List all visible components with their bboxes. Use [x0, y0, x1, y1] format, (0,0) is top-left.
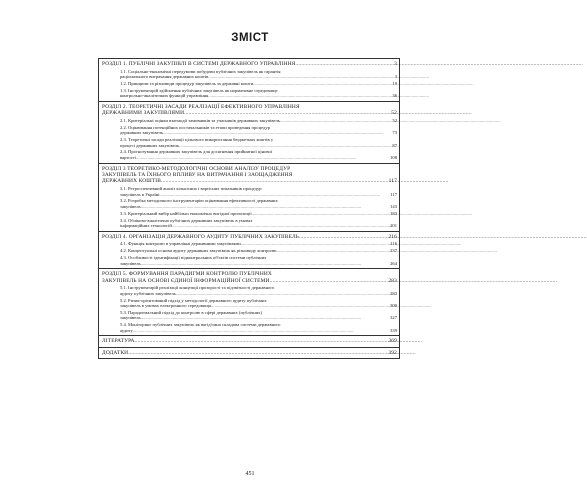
subsection-item: [120, 69, 397, 80]
page-ref: 327: [390, 315, 397, 321]
dot-leader: [299, 234, 387, 240]
subsection-line: [120, 155, 397, 161]
subsection-list: [102, 69, 397, 99]
subsection-line: [120, 291, 397, 297]
table-of-contents: [98, 58, 400, 359]
section-heading-text: РОЗДІЛ 1. ПУБЛІЧНІ ЗАКУПІВЛІ В СИСТЕМІ ДЕРЖАВНОГО УПРАВЛІННЯ: [102, 61, 296, 67]
subsection-line: [120, 223, 397, 229]
dot-leader: [136, 155, 389, 161]
subsection-item: [120, 88, 397, 99]
section-heading-text: РОЗДІЛ 5. ФОРМУВАННЯ ПАРАДИГМИ КОНТРОЛЮ ПУБЛІЧНИХ: [102, 271, 272, 278]
subsection-text: 5.1. Інструментарій реалізації концепції прозорості та підзвітності державного: [120, 285, 275, 291]
subsection-text: 2.2. Оцінювання потенційних постачальників та етапи проведення процедур: [120, 124, 270, 130]
subsection-text: 1.2. Принципи та різновиди процедур закупівель за державні кошти: [120, 80, 254, 86]
subsection-line: [120, 315, 397, 321]
toc-section: [99, 269, 399, 336]
toc-section: [99, 164, 399, 232]
section-heading-text: РОЗДІЛ 3 ТЕОРЕТИКО-МЕТОДОЛОГІЧНІ ОСНОВИ АНАЛІЗУ ПРОЦЕДУР: [102, 165, 291, 172]
subsection-list: [102, 118, 397, 161]
subsection-line: [120, 93, 397, 99]
dot-leader: [163, 130, 391, 136]
dot-leader: [276, 248, 389, 254]
subsection-text: закупівель: [120, 260, 141, 266]
subsection-text: 5.4. Моніторинг публічних закупівель як вагід'ємна складова системи державного: [120, 322, 281, 328]
dot-leader: [141, 315, 389, 321]
subsection-text: 2.4. Прогнозування державних закупівель для досягнення прийнятної цінової: [120, 149, 273, 155]
toc-section: [99, 232, 399, 269]
subsection-text: аудиту публічних закупівель: [120, 290, 176, 296]
subsection-text: раціонального витрачання державних коштів: [120, 74, 209, 80]
page-ref: 201: [390, 223, 397, 229]
subsection-item: [120, 118, 397, 124]
dot-leader: [135, 338, 388, 344]
dot-leader: [253, 81, 391, 87]
subsection-item: [120, 81, 397, 87]
dot-leader: [128, 350, 387, 356]
section-heading-text: ЗАКУПІВЕЛЬ НА ОСНОВІ ЄДИНОЇ ІНФОРМАЦІЙНОЇ СИСТЕМИ: [102, 277, 270, 284]
dot-leader: [176, 291, 389, 297]
dot-leader: [172, 223, 389, 229]
section-heading-line: [102, 61, 397, 67]
subsection-item: [120, 186, 397, 197]
subsection-item: [120, 310, 397, 321]
subsection-text: інформаційних технологій: [120, 223, 172, 229]
subsection-line: [120, 328, 397, 334]
page-ref: 108: [390, 155, 397, 161]
page-ref: 73: [392, 130, 397, 136]
subsection-list: [102, 241, 397, 266]
subsection-text: закупівель в умовах електронного середовища: [120, 303, 211, 309]
subsection-list: [102, 285, 397, 333]
subsection-text: 3.4. Обліково-аналітична публічних державних закупівель в умовах: [120, 217, 253, 223]
page-ref: 36: [392, 93, 397, 99]
dot-leader: [280, 118, 391, 124]
section-heading-line: [102, 338, 397, 344]
dot-leader: [179, 143, 391, 149]
subsection-line: [120, 74, 397, 80]
subsection-item: [120, 125, 397, 136]
page-ref: 283: [390, 290, 397, 296]
page-ref: 117: [390, 191, 397, 197]
subsection-item: [120, 218, 397, 229]
section-heading-text: ДЕРЖАВНИМИ ЗАКУПІВЛЯМИ: [102, 110, 185, 117]
section-heading: [102, 61, 397, 67]
section-heading-text: ДЕРЖАВНИХ КОШТІВ: [102, 178, 161, 185]
page-ref: 143: [390, 204, 397, 210]
section-heading: [102, 350, 397, 356]
section-heading-text: ЗАКУПІВЕЛЬ ТА ЇХНЬОГО ВПЛИВУ НА ВИТРАЧАННЯ І ЗАОЩАДЖЕННЯ: [102, 172, 293, 179]
section-heading-line: [102, 234, 397, 240]
page-ref: 52: [391, 110, 397, 117]
subsection-line: [120, 130, 397, 136]
subsection-text: 4.3. Особливості ідентифікації підконтрольних об'єктів системи публічних: [120, 254, 267, 260]
section-heading-text: РОЗДІЛ 4. ОРГАНІЗАЦІЯ ДЕРЖАВНОГО АУДИТУ ПУБЛІЧНИХ ЗАКУПІВЕЛЬ: [102, 233, 300, 240]
subsection-item: [120, 149, 397, 160]
page-ref: 369: [388, 338, 397, 345]
subsection-line: [120, 261, 397, 267]
subsection-text: 1.3. Інструментарій здійснення публічних закупівель як нормативне середовище: [120, 87, 278, 93]
subsection-item: [120, 248, 397, 254]
dot-leader: [160, 192, 390, 198]
subsection-text: державних закупівель: [120, 130, 164, 136]
subsection-line: [120, 303, 397, 309]
subsection-text: 5.2. Ризик-орієнтований підхід у методології державного аудиту публічних: [120, 297, 267, 303]
subsection-text: закупівель в Україні: [120, 191, 160, 197]
dot-leader: [270, 278, 388, 284]
page-ref: 264: [390, 260, 397, 266]
page-ref: 283: [388, 277, 397, 284]
subsection-text: аудиту: [120, 327, 133, 333]
subsection-text: процесі державних закупівель: [120, 142, 180, 148]
page-ref: 216: [388, 233, 397, 240]
section-heading: [102, 234, 397, 240]
dot-leader: [133, 328, 389, 334]
subsection-line: [120, 211, 397, 217]
dot-leader: [184, 110, 390, 116]
dot-leader: [141, 204, 389, 210]
subsection-item: [120, 211, 397, 217]
subsection-item: [120, 322, 397, 333]
subsection-item: [120, 241, 397, 247]
subsection-text: 2.1. Критеріальні оцінки взаємодії замовників та учасників державних закупівель: [120, 117, 280, 123]
dot-leader: [295, 61, 393, 67]
subsection-line: [120, 118, 397, 124]
dot-leader: [208, 74, 393, 80]
subsection-item: [120, 285, 397, 296]
page-ref: 300: [390, 303, 397, 309]
page-ref: 339: [390, 327, 397, 333]
section-heading-text: ЛІТЕРАТУРА: [102, 338, 135, 345]
toc-section: [99, 102, 399, 164]
page-ref: 237: [390, 248, 397, 254]
toc-section: [99, 348, 399, 358]
subsection-text: 3.1. Ретроспективний аналіз кількісних і вартісних показників процедур: [120, 186, 262, 192]
dot-leader: [141, 261, 389, 267]
subsection-line: [120, 241, 397, 247]
subsection-item: [120, 298, 397, 309]
subsection-text: вартості: [120, 155, 137, 161]
page-ref: 183: [390, 210, 397, 216]
subsection-line: [120, 81, 397, 87]
subsection-item: [120, 198, 397, 209]
toc-section: [99, 59, 399, 102]
section-heading-line: [102, 110, 397, 116]
subsection-text: закупівель: [120, 204, 141, 210]
page-title: ЗМІСТ: [231, 32, 269, 44]
subsection-text: контрольно-аналітичних функцій управління: [120, 93, 209, 99]
section-heading: [102, 104, 397, 117]
dot-leader: [208, 93, 391, 99]
subsection-text: 3.2. Розробка методичного інструментарію оцінювання ефективності державних: [120, 198, 278, 204]
subsection-text: 4.2. Концептуальні основи аудиту державних закупівель як різновиду контролю: [120, 248, 277, 254]
section-heading-text: РОЗДІЛ 2. ТЕОРЕТИЧНІ ЗАСАДИ РЕАЛІЗАЦІЇ ЕФЕКТИВНОГО УПРАВЛІННЯ: [102, 103, 300, 110]
subsection-text: закупівель: [120, 315, 141, 321]
section-heading-line: [102, 178, 397, 184]
page-ref: 19: [392, 80, 397, 86]
subsection-line: [120, 204, 397, 210]
section-heading-line: [102, 278, 397, 284]
subsection-line: [120, 192, 397, 198]
section-heading: [102, 166, 397, 185]
dot-leader: [241, 241, 389, 247]
page-number: 451: [245, 471, 255, 477]
page-ref: 216: [390, 241, 397, 247]
page-ref: 52: [392, 117, 397, 123]
section-heading: [102, 271, 397, 284]
subsection-item: [120, 255, 397, 266]
dot-leader: [161, 178, 388, 184]
page-ref: 87: [392, 142, 397, 148]
subsection-item: [120, 137, 397, 148]
subsection-line: [120, 248, 397, 254]
subsection-text: 4.1. Функція контролю в управлінні державними закупівлями: [120, 241, 241, 247]
page-ref: 3: [394, 61, 397, 67]
subsection-line: [120, 143, 397, 149]
page-ref: 3: [394, 74, 397, 80]
subsection-list: [102, 186, 397, 229]
section-heading-text: ДОДАТКИ: [102, 349, 129, 356]
section-heading: [102, 338, 397, 344]
subsection-text: 2.3. Теоретичні засади реалізації цільового використання бюджетних коштів у: [120, 137, 274, 143]
subsection-text: 3.3. Критеріальний вибір найбільш економічно вигідної пропозиції: [120, 210, 252, 216]
subsection-text: 5.3. Парадигмальний підхід до контролю в сфері державних (публічних): [120, 309, 262, 315]
toc-section: [99, 336, 399, 347]
dot-leader: [211, 303, 389, 309]
page-ref: 392: [388, 349, 397, 356]
page-ref: 117: [388, 178, 397, 185]
dot-leader: [252, 211, 390, 217]
subsection-text: 1.1. Соціально-економічні передумови побудови публічних закупівель як гарантія: [120, 68, 281, 74]
section-heading-line: [102, 350, 397, 356]
